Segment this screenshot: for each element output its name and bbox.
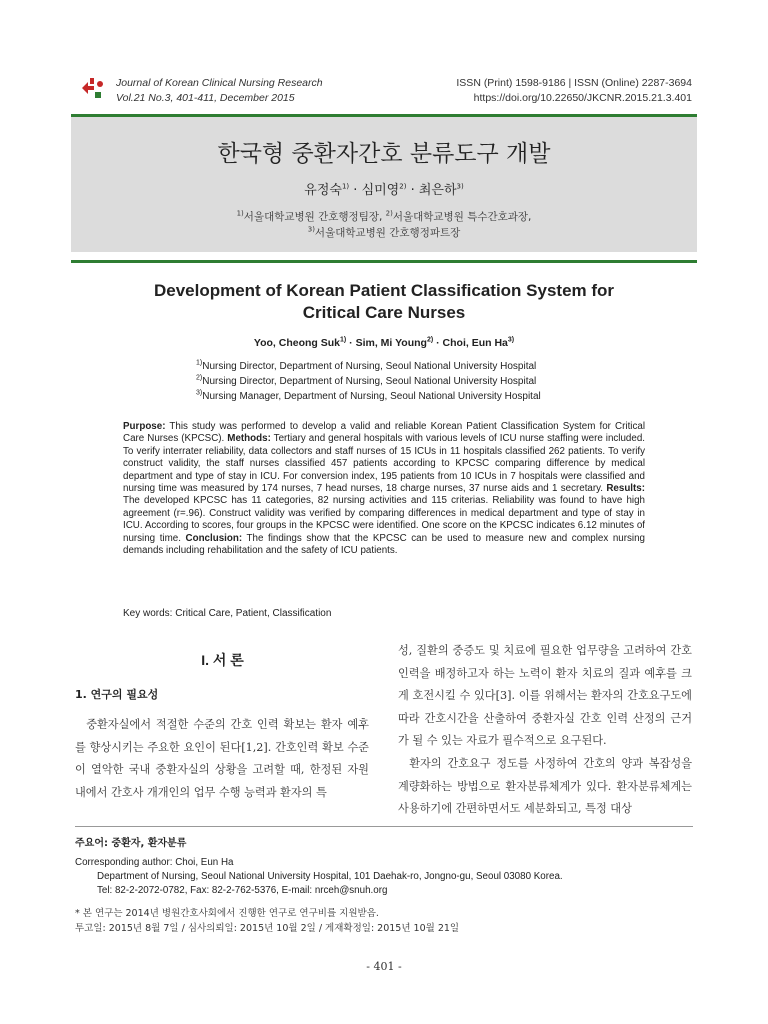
section-title: I. 서 론 xyxy=(201,652,244,668)
results-label: Results: xyxy=(606,483,645,495)
korean-affiliation-3: 서울대학교병원 간호행정파트장 xyxy=(314,227,461,239)
submission-dates: 투고일: 2015년 8월 7일 / 심사의뢰일: 2015년 10월 2일 / 게재확정일: 2015년 10월 21일 xyxy=(75,923,460,934)
paragraph: 환자의 간호요구 정도를 사정하여 간호의 양과 복잡성을 계량화하는 방법으로 환자분류체계가 있다. 환자분류체계는 사용하기에 간편하면서도 세분화되고, 특정 대상 xyxy=(398,756,692,816)
issn-info xyxy=(456,76,692,106)
purpose-label: Purpose: xyxy=(123,421,166,432)
funding-note: * 본 연구는 2014년 병원간호사회에서 진행한 연구로 연구비를 지원받음. xyxy=(75,908,379,919)
methods-label: Methods: xyxy=(227,433,271,445)
author-mark: 2) xyxy=(426,336,434,344)
korean-affiliations-line1 xyxy=(71,209,697,224)
korean-keywords: 주요어: 중환자, 환자분류 xyxy=(75,838,187,849)
author-separator: · xyxy=(410,183,415,198)
korean-affiliations-line2 xyxy=(71,225,697,240)
author-mark: 1) xyxy=(341,182,350,191)
english-title xyxy=(71,280,697,324)
english-affiliation-text: Nursing Director, Department of Nursing, Seoul National University Hospital xyxy=(202,361,537,372)
doi-link[interactable]: https://doi.org/10.22650/JKCNR.2015.21.3.401 xyxy=(473,92,692,104)
issn-line: ISSN (Print) 1598-9186 | ISSN (Online) 2287-3694 xyxy=(456,77,692,89)
aff-mark: 2) xyxy=(385,209,393,218)
korean-affiliation-2: 서울대학교병원 특수간호과장, xyxy=(392,211,532,223)
korean-authors xyxy=(71,179,697,198)
aff-mark: 1) xyxy=(236,209,244,218)
korean-affiliation-1: 서울대학교병원 간호행정팀장, xyxy=(243,211,386,223)
english-author-3: Choi, Eun Ha xyxy=(442,337,508,349)
english-affiliation-2 xyxy=(196,376,536,387)
aff-mark: 3) xyxy=(307,225,315,234)
results-text: The developed KPCSC has 11 categories, 82 nursing activities and 115 criterias. Reliability was found to have high agreement (r=.96). Construct validity was verified by comparing differences in medical department and type of stay in ICU. According to scores, four groups in the KPCSC were identified. One score on the KPCSC indicates 6.12 minutes of nursing time. xyxy=(123,495,645,544)
aff-mark: 2) xyxy=(196,374,203,382)
corr-address: Department of Nursing, Seoul National University Hospital, 101 Daehak-ro, Jongno-gu, Seoul 03080 Korea. xyxy=(97,871,563,882)
corresponding-author xyxy=(75,856,563,898)
conclusion-label: Conclusion: xyxy=(185,532,243,544)
english-title-line1: Development of Korean Patient Classification System for xyxy=(153,281,615,300)
conclusion-text: The findings show that the KPCSC can be used to measure new and complex nursing demands including rehabilitation and the safety of ICU patients. xyxy=(123,532,645,557)
english-affiliation-text: Nursing Manager, Department of Nursing, Seoul National University Hospital xyxy=(202,391,541,402)
author-mark: 3) xyxy=(507,336,515,344)
aff-mark: 3) xyxy=(196,389,203,397)
abstract xyxy=(123,421,645,557)
subsection-title: 1. 연구의 필요성 xyxy=(75,688,159,701)
english-author-1: Yoo, Cheong Suk xyxy=(253,337,341,349)
paragraph: 중환자실에서 적절한 수준의 간호 인력 확보는 환자 예후를 향상시키는 주요한 요인이 된다[1,2]. 간호인력 확보 수준이 열악한 국내 중환자실의 상황을 고려할 때, 한정된 자원 내에서 간호사 개개인의 업무 수행 능력과 환자의 특 xyxy=(75,718,369,799)
footer-divider xyxy=(75,826,693,827)
methods-text: Tertiary and general hospitals with various levels of ICU nurse staffing were included. To verify interrater reliability, data collectors and staff nurses of 15 ICUs in 11 hospitals classified 262 patients. To verify construct validity, the staff nurses classified 457 patients according to KPCSC comparing difference by medical department and type of stay in ICU. For conversion index, 195 patients from 10 ICUs in 7 hospitals were classified and nursing time was measured by 174 nurses, 7 head nurses, 18 charge nurses, 37 nurse aids and 1 secretary. xyxy=(123,433,646,495)
body-right-column xyxy=(398,640,692,821)
keywords: Key words: Critical Care, Patient, Classification xyxy=(123,608,332,619)
korean-title: 한국형 중환자간호 분류도구 개발 xyxy=(217,141,551,167)
english-title-line2: Critical Care Nurses xyxy=(302,303,466,322)
english-author-2: Sim, Mi Young xyxy=(355,337,427,349)
divider xyxy=(71,260,697,263)
corr-label: Corresponding author: Choi, Eun Ha xyxy=(75,857,234,868)
author-mark: 3) xyxy=(456,182,464,191)
journal-header xyxy=(78,74,692,106)
page-number: - 401 - xyxy=(366,960,402,973)
author-separator: · xyxy=(353,183,358,198)
body-left-column xyxy=(75,714,369,804)
english-affiliation-1 xyxy=(196,361,536,372)
journal-info xyxy=(116,76,323,106)
author-mark: 1) xyxy=(340,336,347,344)
aff-mark: 1) xyxy=(196,359,203,367)
korean-author-2: 심미영 xyxy=(361,183,400,198)
english-affiliation-text: Nursing Director, Department of Nursing, Seoul National University Hospital xyxy=(202,376,537,387)
korean-author-1: 유정숙 xyxy=(304,183,342,198)
author-mark: 2) xyxy=(399,182,407,191)
journal-name: Journal of Korean Clinical Nursing Research xyxy=(116,77,323,89)
journal-volume: Vol.21 No.3, 401-411, December 2015 xyxy=(116,92,295,104)
korean-author-3: 최은하 xyxy=(418,183,457,198)
journal-logo-icon xyxy=(78,74,108,102)
funding-info xyxy=(75,906,459,936)
english-authors: Yoo, Cheong Suk$^{1)}$ · Sim, Mi Young$^{2)}$ · Choi, Eun Ha$^{3)}$ xyxy=(253,336,515,349)
korean-title-box xyxy=(71,114,697,252)
paragraph: 성, 질환의 중증도 및 치료에 필요한 업무량을 고려하여 간호 인력을 배정하고자 하는 노력이 환자 치료의 질과 예후를 크게 호전시킬 수 있다[3]. 이를 위해서는 환자의 간호요구도에 따라 간호시간을 산출하여 중환자실 간호 인력 산정의 근거가 될 수 있는 자료가 필수적으로 요구된다. xyxy=(398,644,692,748)
purpose-text: This study was performed to develop a valid and reliable Korean Patient Classification System for Critical Care Nurses (KPCSC). xyxy=(123,421,645,445)
corr-contact: Tel: 82-2-2072-0782, Fax: 82-2-762-5376, E-mail: nrceh@snuh.org xyxy=(97,885,388,896)
english-affiliation-3 xyxy=(196,391,541,402)
